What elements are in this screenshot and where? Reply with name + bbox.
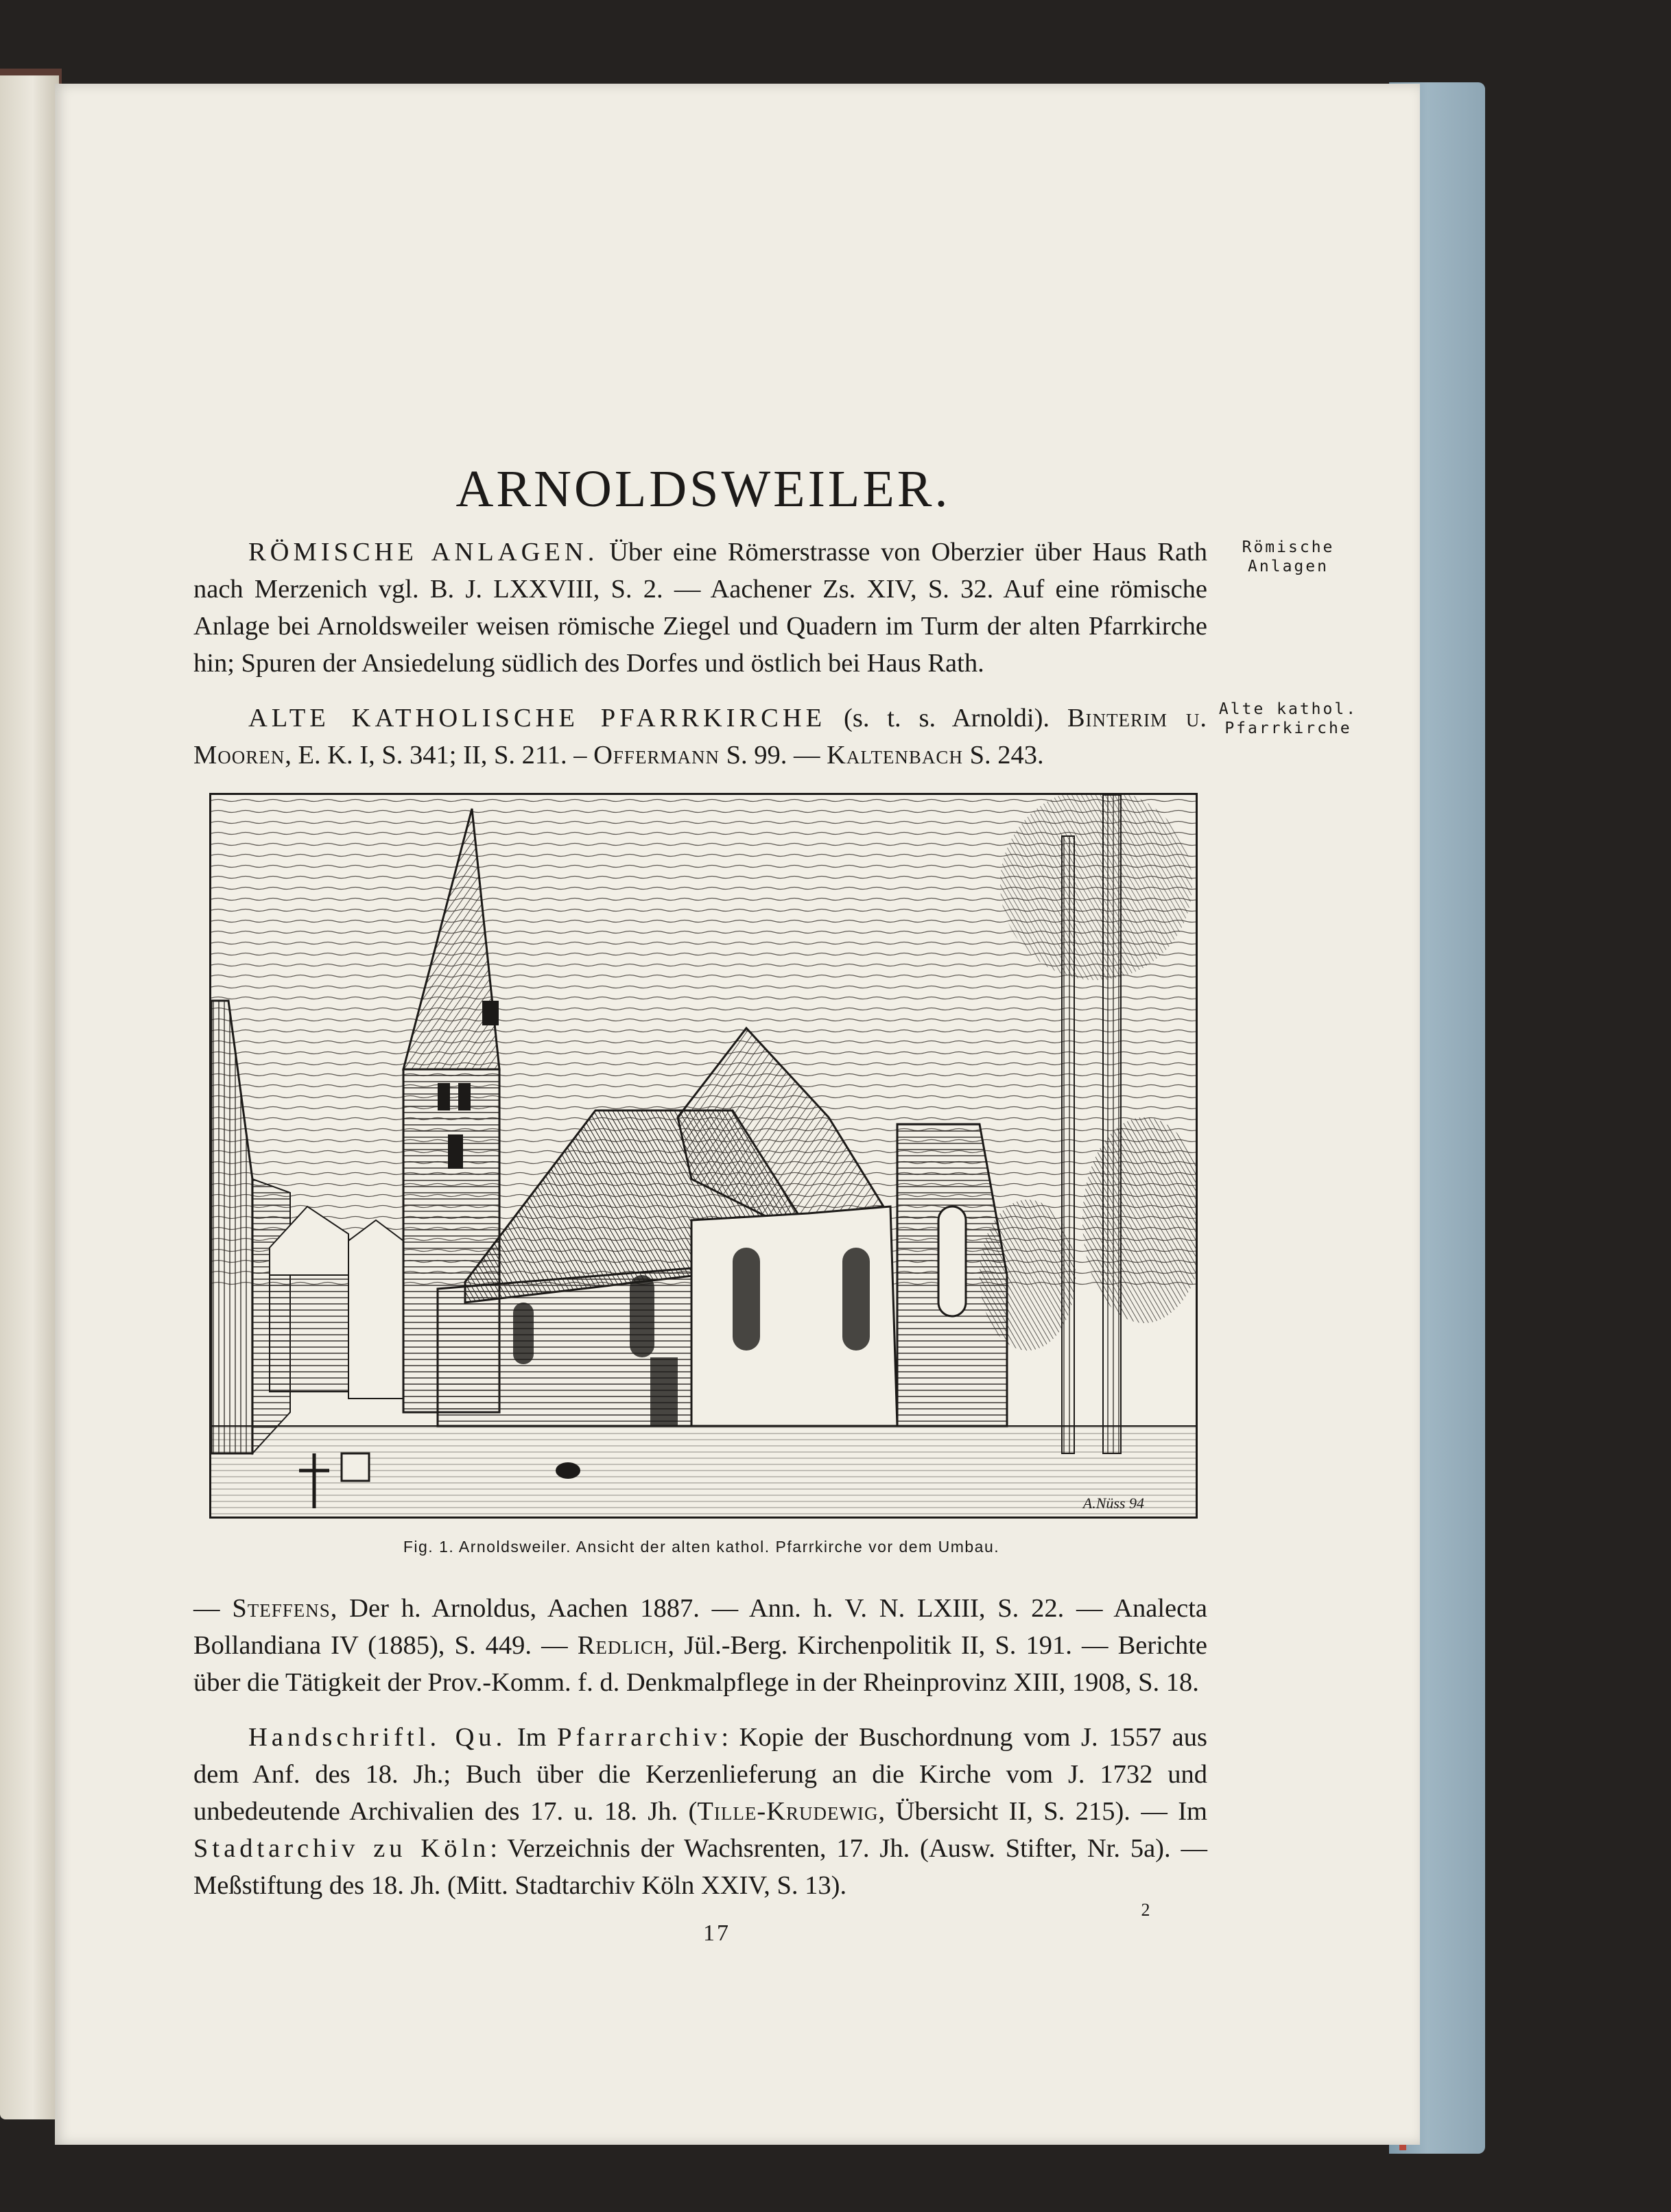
church-text: , E. K. I, S. 341; II, S. 211. –: [285, 741, 594, 770]
bibliography-text: —: [193, 1594, 233, 1623]
manuscript-sources-paragraph: [193, 1719, 1207, 1904]
author-name: Kaltenbach: [827, 741, 963, 770]
bibliography-text: , Jül.-Berg. Kirchenpolitik II, S. 191. — Berichte über die Tätigkeit der Prov.-Komm. f. d. Denkmalpflege in der Rheinprovinz XIII, 1908, S. 18.: [193, 1631, 1208, 1697]
church-heading: ALTE KATHOLISCHE PFARRKIRCHE: [248, 704, 827, 733]
church-text: (s. t. s. Arnoldi).: [826, 704, 1067, 733]
figure-caption: Fig. 1. Arnoldsweiler. Ansicht der alten kathol. Pfarrkirche vor dem Umbau.: [403, 1538, 1000, 1556]
roman-sites-heading: RÖMISCHE ANLAGEN.: [248, 538, 599, 567]
left-page-edge: [0, 75, 59, 2119]
church-text: S. 99. —: [719, 741, 827, 770]
archive-name: Pfarrarchiv: [557, 1723, 722, 1752]
church-engraving-drawing: [211, 795, 1196, 1517]
author-name: Binterim u. Mooren: [193, 704, 1207, 770]
margin-note-line: Pfarrkirche: [1224, 720, 1352, 737]
author-name: Tille-Krudewig: [697, 1797, 879, 1826]
manuscript-text: : Verzeichnis der Wachsrenten, 17. Jh. (Ausw. Stifter, Nr. 5a). — Meßstiftung des 18. Jh. (Mitt. Stadtarchiv Köln XXIV, S. 13).: [193, 1834, 1207, 1900]
page-title: ARNOLDSWEILER.: [455, 460, 951, 518]
printer-signature-mark: 2: [1141, 1900, 1150, 1920]
margin-note-roman-sites: [1213, 538, 1364, 576]
church-illustration: [209, 793, 1198, 1519]
page-number: 17: [703, 1920, 731, 1946]
manuscript-text: : Kopie der Buschordnung vom J. 1557 aus dem Anf. des 18. Jh.; Buch über die Kerzenlieferung an die Kirche vom J. 1732 und unbedeutende Archivalien des 17. u. 18. Jh. (: [193, 1723, 1207, 1826]
margin-note-line: Römische: [1242, 538, 1335, 556]
church-text: S. 243.: [962, 741, 1044, 770]
roman-sites-text: Über eine Römerstrasse von Oberzier über Haus Rath nach Merzenich vgl. B. J. LXXVIII, S. 2. — Aachener Zs. XIV, S. 32. Auf eine römische Anlage bei Arnoldsweiler weisen römische Ziegel und Quadern im Turm der alten Pfarrkirche hin; Spuren der Ansiedelung südlich des Dorfes und östlich bei Haus Rath.: [193, 538, 1207, 678]
manuscript-sources-heading: Handschriftl. Qu.: [248, 1723, 507, 1752]
artist-signature: A.Nüss 94: [1082, 1495, 1144, 1512]
church-paragraph: [193, 700, 1207, 774]
bibliography-text: , Der h. Arnoldus, Aachen 1887. — Ann. h. V. N. LXIII, S. 22. — Analecta Bollandiana IV (1885), S. 449. —: [193, 1594, 1207, 1660]
roman-sites-paragraph: [193, 534, 1207, 682]
margin-note-line: Anlagen: [1248, 558, 1329, 575]
archive-name: Stadtarchiv zu Köln: [193, 1834, 490, 1863]
manuscript-text: , Übersicht II, S. 215). — Im: [878, 1797, 1207, 1826]
margin-note-line: Alte kathol.: [1218, 700, 1358, 718]
author-name: Offermann: [593, 741, 720, 770]
author-name: Steffens: [232, 1594, 331, 1623]
bibliography-paragraph: [193, 1590, 1207, 1701]
margin-note-church: [1213, 700, 1364, 738]
author-name: Redlich: [577, 1631, 668, 1660]
manuscript-text: Im: [506, 1723, 558, 1752]
